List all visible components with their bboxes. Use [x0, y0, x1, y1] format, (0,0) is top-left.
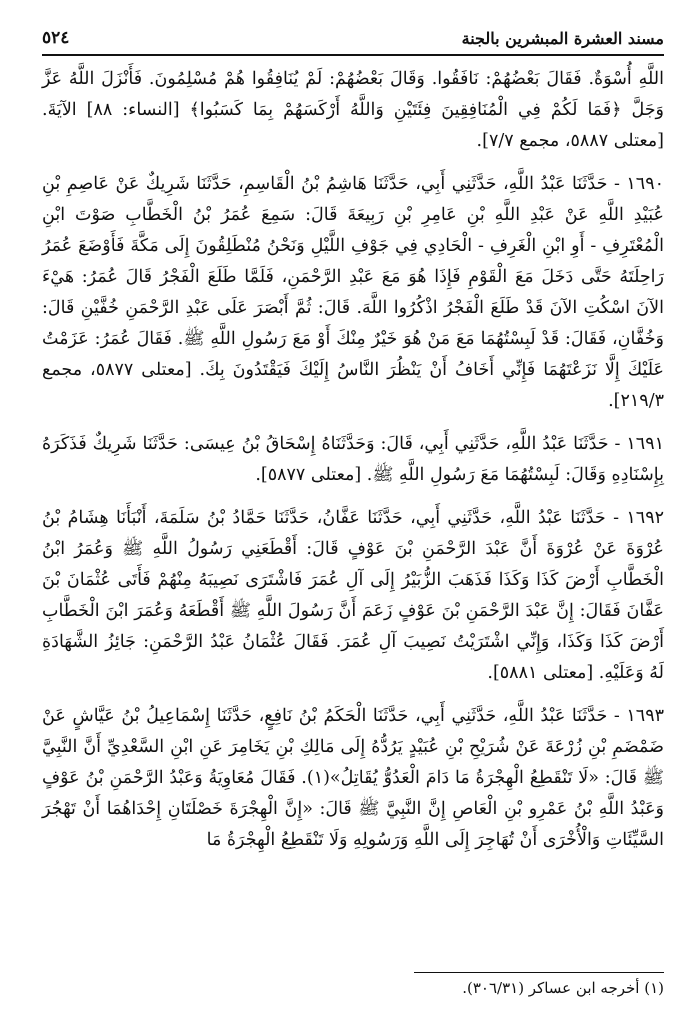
page-number: ٥٢٤	[42, 28, 70, 48]
book-page	[42, 14, 664, 1020]
header-rule	[42, 54, 664, 56]
footnote-rule	[414, 972, 664, 973]
paragraph-continuation: اللَّهِ أُسْوَةٌ. فَقَالَ بَعْضُهُمْ: نَافَقُوا. وَقَالَ بَعْضُهُمْ: لَمْ يُنَافِقُوا هُمْ مُسْلِمُونَ. فَأَنْزَلَ اللَّهُ عَزَّ وَجَلَّ ﴿فَمَا لَكُمْ فِي الْمُنَافِقِينَ فِئَتَيْنِ وَاللَّهُ أَرْكَسَهُمْ بِمَا كَسَبُوا﴾ [النساء: ٨٨] الآيَةَ. [معتلى ٥٨٨٧، مجمع ٧/٧].	[42, 69, 664, 151]
hadith-1692: ١٦٩٢ - حَدَّثَنَا عَبْدُ اللَّهِ، حَدَّثَنِي أَبِي، حَدَّثَنَا عَفَّانُ، حَدَّثَنَا حَمَّادُ بْنُ سَلَمَةَ، أَنْبَأَنَا هِشَامُ بْنُ عُرْوَةَ عَنْ عُرْوَةَ أَنَّ عَبْدَ الرَّحْمَنِ بْنَ عَوْفٍ قَالَ: أَقْطَعَنِي رَسُولُ اللَّهِ ﷺ وَعُمَرُ ابْنُ الْخَطَّابِ أَرْضَ كَذَا وَكَذَا فَذَهَبَ الزُّبَيْرُ إِلَى آلِ عُمَرَ فَاشْتَرَى نَصِيبَهُ مِنْهُمْ فَأَتَى عُثْمَانَ بْنَ عَفَّانَ فَقَالَ: إِنَّ عَبْدَ الرَّحْمَنِ بْنَ عَوْفٍ زَعَمَ أَنَّ رَسُولَ اللَّهِ ﷺ أَقْطَعَهُ وَعُمَرَ ابْنَ الْخَطَّابِ أَرْضَ كَذَا وَكَذَا، وَإِنِّي اشْتَرَيْتُ نَصِيبَ آلِ عُمَرَ. فَقَالَ عُثْمَانُ عَبْدُ الرَّحْمَنِ: جَائِزُ الشَّهَادَةِ لَهُ وَعَلَيْهِ. [معتلى ٥٨٨١].	[42, 508, 664, 683]
hadith-1690: ١٦٩٠ - حَدَّثَنَا عَبْدُ اللَّهِ، حَدَّثَنِي أَبِي، حَدَّثَنَا هَاشِمُ بْنُ الْقَاسِمِ، حَدَّثَنَا شَرِيكٌ عَنْ عَاصِمِ بْنِ عُبَيْدِ اللَّهِ عَنْ عَبْدِ اللَّهِ بْنِ عَامِرِ بْنِ رَبِيعَةَ قَالَ: سَمِعَ عُمَرُ بْنُ الْخَطَّابِ صَوْتَ ابْنِ الْمُعْتَرِفِ - أَوِ ابْنِ الْغَرِفِ - الْحَادِي فِي جَوْفِ اللَّيْلِ وَنَحْنُ مُنْطَلِقُونَ إِلَى مَكَّةَ فَأَوْضَعَ عُمَرُ رَاحِلَتَهُ حَتَّى دَخَلَ مَعَ الْقَوْمِ فَإِذَا هُوَ مَعَ عَبْدِ الرَّحْمَنِ، فَلَمَّا طَلَعَ الْفَجْرُ قَالَ عُمَرُ: هَيْءَ الآنَ اسْكُتِ الآنَ قَدْ طَلَعَ الْفَجْرُ اذْكُرُوا اللَّهَ. قَالَ: ثُمَّ أَبْصَرَ عَلَى عَبْدِ الرَّحْمَنِ خُفَّيْنِ قَالَ: وَخُفَّانِ، فَقَالَ: قَدْ لَبِسْتُهُمَا مَعَ مَنْ هُوَ خَيْرٌ مِنْكَ أَوْ مَعَ رَسُولِ اللَّهِ ﷺ. فَقَالَ عُمَرُ: عَزَمْتُ عَلَيْكَ إِلَّا نَزَعْتَهُمَا فَإِنِّي أَخَافُ أَنْ يَنْظُرَ النَّاسُ إِلَيْكَ فَيَقْتَدُونَ بِكَ. [معتلى ٥٨٧٧، مجمع ٢١٩/٣].	[42, 174, 664, 411]
footnote: (١) أخرجه ابن عساكر (٣٠٦/٣١).	[462, 979, 664, 997]
running-title: مسند العشرة المبشرين بالجنة	[461, 28, 664, 48]
hadith-1693: ١٦٩٣ - حَدَّثَنَا عَبْدُ اللَّهِ، حَدَّثَنِي أَبِي، حَدَّثَنَا الْحَكَمُ بْنُ نَافِعٍ، حَدَّثَنَا إِسْمَاعِيلُ بْنُ عَيَّاشٍ عَنْ ضَمْضَمِ بْنِ زُرْعَةَ عَنْ شُرَيْحِ بْنِ عُبَيْدٍ يَرُدُّهُ إِلَى مَالِكِ بْنِ يَخَامِرَ عَنِ ابْنِ السَّعْدِيِّ أَنَّ النَّبِيَّ ﷺ قَالَ: «لَا تَنْقَطِعُ الْهِجْرَةُ مَا دَامَ الْعَدُوُّ يُقَاتِلُ»(١). فَقَالَ مُعَاوِيَةُ وَعَبْدُ الرَّحْمَنِ بْنُ عَوْفٍ وَعَبْدُ اللَّهِ بْنُ عَمْرِو بْنِ الْعَاصِ إِنَّ النَّبِيَّ ﷺ قَالَ: «إِنَّ الْهِجْرَةَ خَصْلَتَانِ إِحْدَاهُمَا أَنْ تَهْجُرَ السَّيِّئَاتِ وَالْأُخْرَى أَنْ تُهَاجِرَ إِلَى اللَّهِ وَرَسُولِهِ وَلَا تَنْقَطِعُ الْهِجْرَةُ مَا	[42, 706, 664, 850]
hadith-1691: ١٦٩١ - حَدَّثَنَا عَبْدُ اللَّهِ، حَدَّثَنِي أَبِي، قَالَ: وَحَدَّثَنَاهُ إِسْحَاقُ بْنُ عِيسَى: حَدَّثَنَا شَرِيكٌ فَذَكَرَهُ بِإِسْنَادِهِ وَقَالَ: لَبِسْتُهُمَا مَعَ رَسُولِ اللَّهِ ﷺ. [معتلى ٥٨٧٧].	[42, 434, 664, 485]
hadith-text	[42, 64, 664, 868]
running-header	[42, 24, 664, 52]
